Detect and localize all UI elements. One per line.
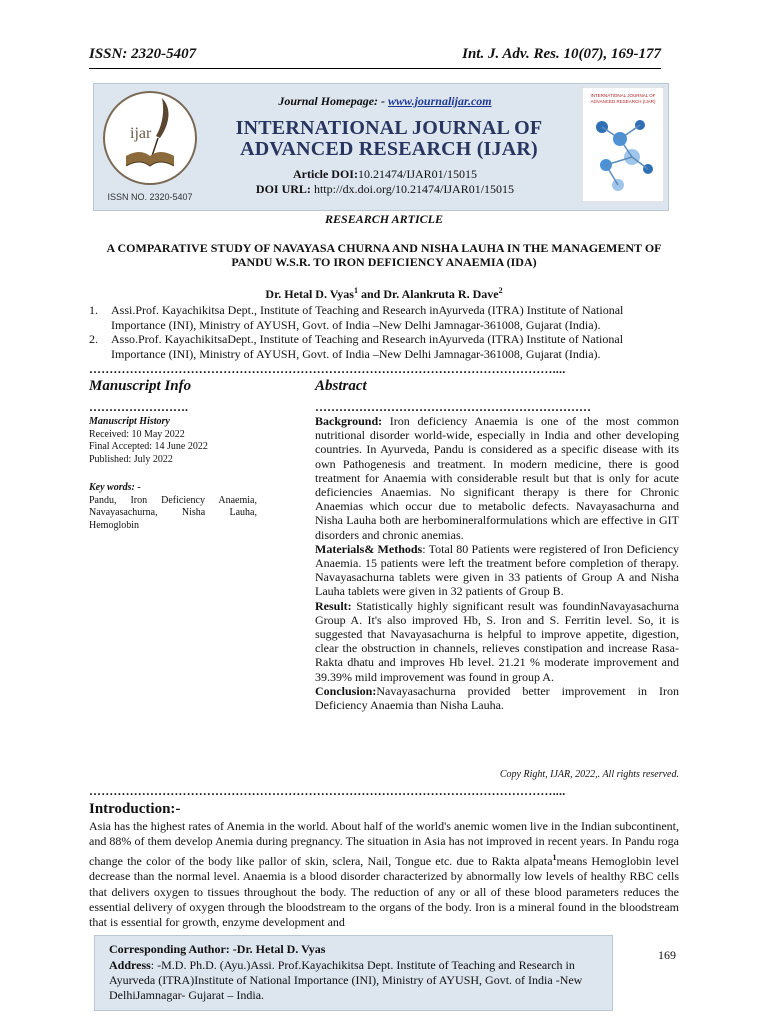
article-title-line1: A COMPARATIVE STUDY OF NAVAYASA CHURNA AND NISHA LAUHA IN THE MANAGEMENT OF: [106, 241, 662, 255]
journal-homepage: [200, 94, 570, 109]
conclusion-text: Navayasachurna provided better improvement in Iron Deficiency Anaemia than Nisha Lauha.: [315, 683, 679, 713]
address-text: : -M.D. Ph.D. (Ayu.)Assi. Prof.Kayachikitsa Dept. Institute of Teaching and Research in Ayurveda (ITRA)Institute of National Importance (INI), Ministry of AYUSH, Govt. of India -New DelhiJamnagar- Gujarat – India.: [109, 958, 583, 1002]
manuscript-info-heading: Manuscript Info: [89, 378, 192, 394]
journal-cover-thumbnail: [582, 87, 664, 202]
doi-value: 10.21474/IJAR01/15015: [357, 167, 477, 181]
doi-url-label: DOI URL:: [255, 182, 314, 196]
address-label: Address: [109, 958, 151, 972]
affiliation-text: Asso.Prof. KayachikitsaDept., Institute of Teaching and Research inAyurveda (ITRA) Institute of National Importance (INI), Ministry of AYUSH, Govt. of India –New Delhi Jamnagar-361008, Gujarat (India).: [111, 332, 624, 361]
result-text: Statistically highly significant result was foundinNavayasachurna Group A. It's also improved Hb, S. Iron and S. Ferritin level. So, it is suggested that Navayasachurna is helpful to improve appetite, digestion, clear the obstruction in channels, relieves constipation and increase Rasa- Rakta dhatu and improves Hb level. 21.21 % moderate improvement and 39.39% mild improvement was found in group A.: [315, 598, 679, 684]
header-rule: [89, 68, 661, 69]
abstract-conclusion: [315, 684, 679, 712]
introduction-heading: Introduction:-: [89, 801, 181, 817]
author-sup: 2: [498, 286, 503, 295]
intro-text-part: means Hemoglobin level decrease than the normal level. Anaemia is a blood disorder characterized by abnormally low levels of healthy RBC cells that delivers oxygen to tissues throughout the body. The reduction of any or all of these blood parameters reduces the essential delivery of oxygen through the bloodstream to the organs of the body. Iron is a mineral found in the bloodstream that is essential for growth, enzyme development and: [89, 853, 679, 930]
author-name: Dr. Hetal D. Vyas: [265, 287, 354, 301]
journal-title-line1: INTERNATIONAL JOURNAL OF: [235, 117, 543, 139]
homepage-link[interactable]: www.journalijar.com: [388, 94, 492, 108]
issn-header: ISSN: 2320-5407: [89, 46, 197, 62]
methods-text: : Total 80 Patients were registered of Iron Deficiency Anaemia. 15 patients were left the treatment before completion of therapy. Navayasachurna tablets were given in 33 patients of Group A and Nisha Lauha tablets were given in 32 patients of Group B.: [315, 541, 679, 599]
logo-text: ijar: [130, 125, 152, 142]
journal-title-line2: ADVANCED RESEARCH (IJAR): [240, 138, 538, 160]
received-date: Received: 10 May 2022: [89, 428, 185, 440]
author-list: [89, 286, 679, 302]
separator-dots: ……………………………………………………………………………………………………....: [89, 784, 566, 798]
affiliation-number: 2.: [89, 332, 98, 346]
accepted-date: Final Accepted: 14 June 2022: [89, 441, 208, 452]
intro-text-part: Asia has the highest rates of Anemia in the world. About half of the world's anemic women live in the Indian subcontinent, and 88% of them develop Anemia during pregnancy. The situation in Asia has not improved in recent years. In Pandu roga change the color of the body like pallor of skin, sclera, Nail, Tongue etc. due to Rakta alpata: [89, 819, 679, 868]
homepage-label: Journal Homepage: -: [278, 94, 389, 108]
doi-block: [200, 167, 570, 197]
author-separator: and: [357, 287, 384, 301]
reference-sup: 1: [552, 852, 557, 862]
keywords-block: [89, 482, 257, 532]
separator-dots: ……………………………………………………………: [315, 400, 591, 414]
affiliation-text: Assi.Prof. Kayachikitsa Dept., Institute of Teaching and Research inAyurveda (ITRA) Institute of National Importance (INI), Ministry of AYUSH, Govt. of India –New Delhi Jamnagar-361008, Gujarat (India).: [111, 303, 624, 332]
article-type: RESEARCH ARTICLE: [325, 212, 443, 226]
abstract-heading: Abstract: [315, 378, 367, 394]
affiliation-number: 1.: [89, 303, 98, 317]
separator-dots: ……………………………………………………………………………………………………....: [89, 362, 566, 376]
author-sup: 1: [353, 286, 358, 295]
svg-text:ADVANCED RESEARCH (IJAR): ADVANCED RESEARCH (IJAR): [590, 99, 656, 104]
manuscript-history: [89, 416, 257, 466]
background-text: Iron deficiency Anaemia is one of the most common nutritional disorder world-wide, especially in India and other developing countries. In Ayurveda, Pandu is considered as a specific disease with its own Pathogenesis and treatment. In modern medicine, there is good treatment for Anaemia with considerable result but that is only for acute deficiencies Anaemias. No significant therapy is there for Chronic Anaemias which occur due to metabolic defects. Navayasachurna and Nisha Lauha both are herbomineralformulations which are effective in GIT disorders and chronic anemias.: [315, 414, 679, 542]
affiliation-item: [89, 332, 679, 361]
copyright-notice: Copy Right, IJAR, 2022,. All rights reserved.: [499, 769, 679, 780]
article-title-line2: PANDU W.S.R. TO IRON DEFICIENCY ANAEMIA (IDA): [231, 255, 537, 269]
separator-dots: …………………….: [89, 400, 188, 414]
author-name: Dr. Alankruta R. Dave: [383, 287, 499, 301]
affiliation-item: [89, 303, 679, 332]
abstract-methods: [315, 542, 679, 599]
published-date: Published: July 2022: [89, 453, 173, 465]
abstract-body: [315, 414, 679, 712]
corresponding-author-address: [109, 958, 605, 1003]
corresponding-author-heading: Corresponding Author: -Dr. Hetal D. Vyas: [109, 942, 326, 956]
keywords-label: Key words: -: [89, 482, 141, 493]
citation-header: Int. J. Adv. Res. 10(07), 169-177: [462, 46, 661, 62]
introduction-text: [89, 819, 679, 931]
keywords-text: Pandu, Iron Deficiency Anaemia, Navayasachurna, Nisha Lauha, Hemoglobin: [89, 494, 257, 531]
background-label: Background:: [315, 414, 383, 428]
conclusion-label: Conclusion:: [315, 683, 377, 698]
svg-text:INTERNATIONAL JOURNAL OF: INTERNATIONAL JOURNAL OF: [590, 93, 656, 98]
result-label: Result:: [315, 598, 352, 613]
abstract-background: [315, 414, 679, 542]
methods-label: Materials& Methods: [315, 541, 423, 556]
ijar-logo: [100, 86, 200, 204]
history-label: Manuscript History: [89, 416, 170, 427]
doi-url-link[interactable]: http://dx.doi.org/10.21474/IJAR01/15015: [313, 182, 515, 196]
logo-issn: ISSN NO. 2320-5407: [107, 192, 193, 202]
abstract-result: [315, 599, 679, 684]
article-title: [89, 241, 679, 269]
doi-label: Article DOI:: [293, 167, 358, 181]
page-number: 169: [658, 948, 676, 962]
journal-title: [198, 118, 580, 160]
